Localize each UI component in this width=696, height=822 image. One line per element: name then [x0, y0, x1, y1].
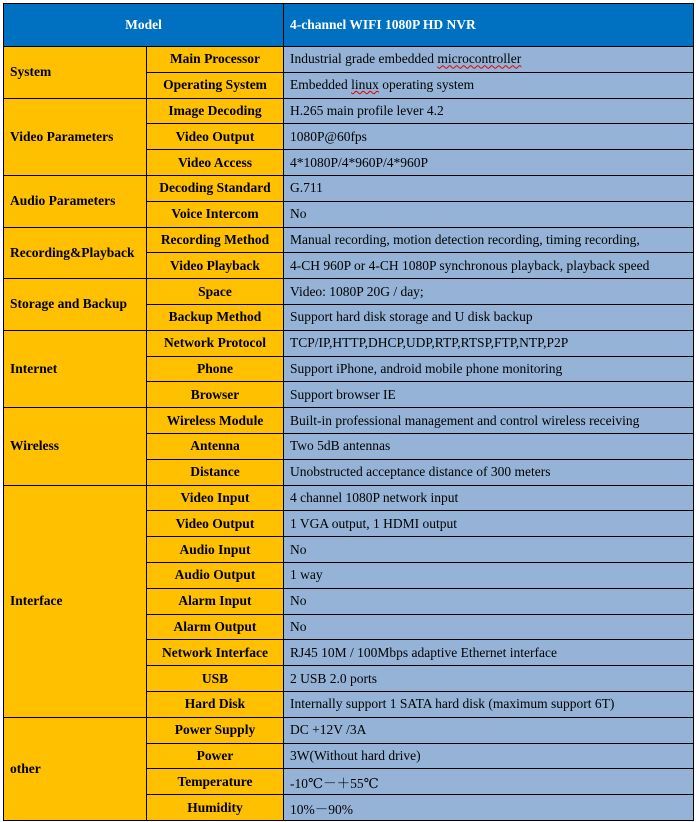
spec-item-label: Temperature [147, 769, 284, 795]
spec-item-label: Video Playback [147, 253, 284, 279]
table-row [4, 717, 694, 743]
table-row [4, 279, 694, 305]
category-label: Video Parameters [4, 98, 147, 175]
table-row [4, 98, 694, 124]
table-row [4, 330, 694, 356]
category-label: System [4, 47, 147, 99]
spec-item-value: Unobstructed acceptance distance of 300 meters [284, 459, 694, 485]
spec-item-value: TCP/IP,HTTP,DHCP,UDP,RTP,RTSP,FTP,NTP,P2P [284, 330, 694, 356]
spec-item-value: No [284, 537, 694, 563]
spec-item-label: Image Decoding [147, 98, 284, 124]
spec-item-label: Voice Intercom [147, 201, 284, 227]
spec-item-label: Wireless Module [147, 408, 284, 434]
category-label: Storage and Backup [4, 279, 147, 331]
spec-item-label: Network Interface [147, 640, 284, 666]
spec-item-label: Network Protocol [147, 330, 284, 356]
spec-item-label: Audio Output [147, 562, 284, 588]
spec-item-value: Support iPhone, android mobile phone monitoring [284, 356, 694, 382]
spec-item-value: 4 channel 1080P network input [284, 485, 694, 511]
spec-item-value: No [284, 588, 694, 614]
header-model-label: Model [4, 4, 284, 47]
spec-item-value: G.711 [284, 175, 694, 201]
category-label: Recording&Playback [4, 227, 147, 279]
spec-item-label: Audio Input [147, 537, 284, 563]
spec-item-value: RJ45 10M / 100Mbps adaptive Ethernet interface [284, 640, 694, 666]
spec-item-value: No [284, 614, 694, 640]
table-row [4, 227, 694, 253]
spec-item-label: Browser [147, 382, 284, 408]
spec-item-label: Power [147, 743, 284, 769]
table-header-row [4, 4, 694, 47]
spec-item-value: 4*1080P/4*960P/4*960P [284, 150, 694, 176]
spec-item-label: Operating System [147, 72, 284, 98]
spec-item-value: 3W(Without hard drive) [284, 743, 694, 769]
spec-item-value: 1080P@60fps [284, 124, 694, 150]
spec-item-label: Antenna [147, 433, 284, 459]
category-label: Internet [4, 330, 147, 407]
table-row [4, 408, 694, 434]
spec-item-label: Main Processor [147, 47, 284, 73]
spec-item-label: Humidity [147, 795, 284, 821]
spec-item-value: Internally support 1 SATA hard disk (maximum support 6T) [284, 691, 694, 717]
spec-item-label: Hard Disk [147, 691, 284, 717]
category-label: Interface [4, 485, 147, 717]
category-label: Wireless [4, 408, 147, 485]
table-row [4, 47, 694, 73]
spec-item-value: 2 USB 2.0 ports [284, 666, 694, 692]
spec-item-label: Distance [147, 459, 284, 485]
spec-item-value: Embedded linux operating system [284, 72, 694, 98]
spec-item-value: Built-in professional management and control wireless receiving [284, 408, 694, 434]
spec-item-label: Recording Method [147, 227, 284, 253]
spec-item-value: No [284, 201, 694, 227]
category-label: Audio Parameters [4, 175, 147, 227]
spec-item-label: Backup Method [147, 304, 284, 330]
spec-item-label: Alarm Input [147, 588, 284, 614]
table-row [4, 175, 694, 201]
spec-item-value: Two 5dB antennas [284, 433, 694, 459]
spec-item-label: Video Access [147, 150, 284, 176]
spec-item-value: 10%－90% [284, 795, 694, 821]
table-row [4, 485, 694, 511]
spec-item-label: Video Output [147, 124, 284, 150]
header-product-title: 4-channel WIFI 1080P HD NVR [284, 4, 694, 47]
spec-item-label: Space [147, 279, 284, 305]
spec-item-value: DC +12V /3A [284, 717, 694, 743]
spec-item-value: Support browser IE [284, 382, 694, 408]
spec-table-body [4, 4, 694, 821]
spec-item-value: 4-CH 960P or 4-CH 1080P synchronous playback, playback speed [284, 253, 694, 279]
spec-item-value: -10℃－＋55℃ [284, 769, 694, 795]
spec-item-label: USB [147, 666, 284, 692]
spec-item-label: Power Supply [147, 717, 284, 743]
spec-item-label: Decoding Standard [147, 175, 284, 201]
spec-item-value: 1 VGA output, 1 HDMI output [284, 511, 694, 537]
category-label: other [4, 717, 147, 820]
spec-item-label: Video Input [147, 485, 284, 511]
spec-item-value: Industrial grade embedded microcontroller [284, 47, 694, 73]
spec-item-value: 1 way [284, 562, 694, 588]
spec-item-value: H.265 main profile lever 4.2 [284, 98, 694, 124]
spec-table [3, 3, 694, 821]
spec-item-label: Alarm Output [147, 614, 284, 640]
spec-item-value: Support hard disk storage and U disk backup [284, 304, 694, 330]
spec-item-label: Video Output [147, 511, 284, 537]
spellcheck-underline: linux [351, 77, 379, 93]
spec-item-value: Manual recording, motion detection recording, timing recording, [284, 227, 694, 253]
spec-item-value: Video: 1080P 20G / day; [284, 279, 694, 305]
spellcheck-underline: microcontroller [437, 51, 522, 67]
spec-item-label: Phone [147, 356, 284, 382]
